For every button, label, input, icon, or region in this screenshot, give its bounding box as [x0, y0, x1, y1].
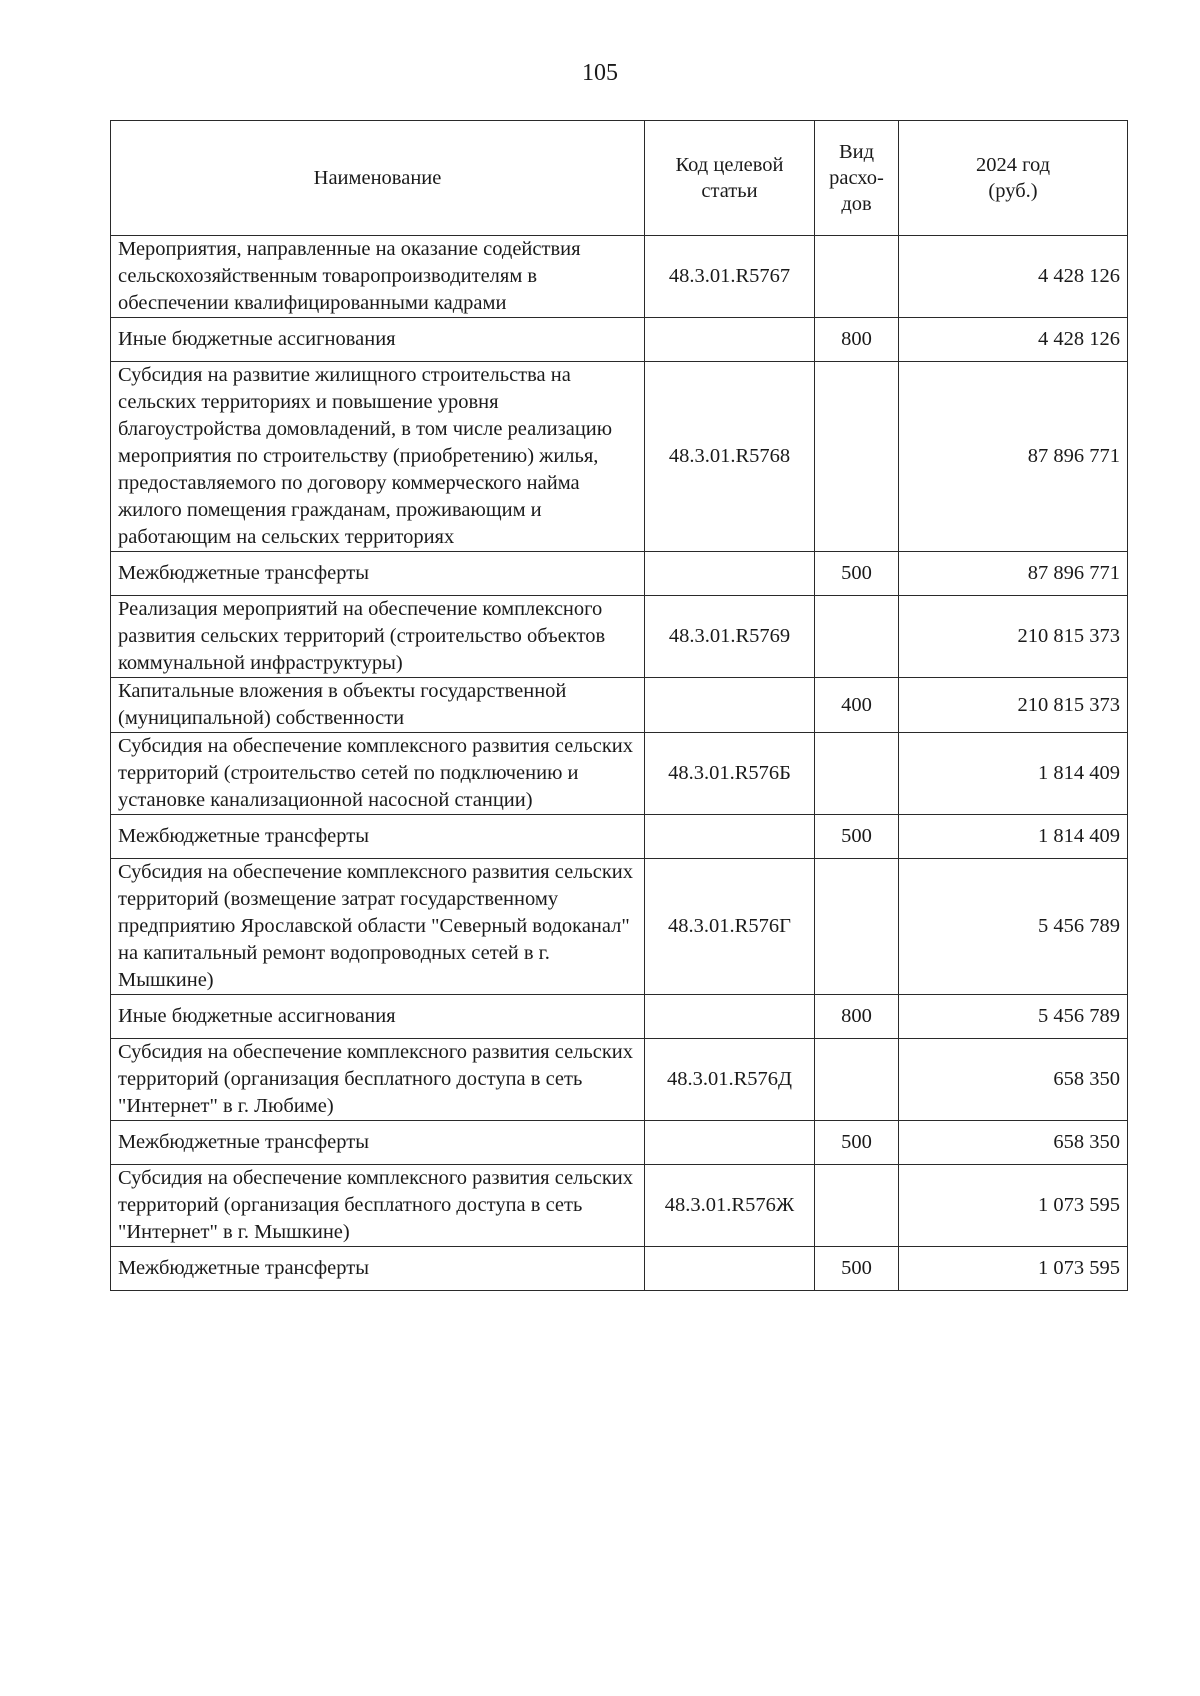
row-name: Субсидия на обеспечение комплексного развития сельских территорий (возмещение затрат государственному предприятию Ярославской области "Северный водоканал" на капитальный ремонт водопроводных сетей в г. Мышкине)	[111, 859, 645, 995]
row-kind	[815, 733, 899, 815]
table-row	[111, 1165, 1128, 1247]
row-amount: 210 815 373	[899, 596, 1128, 678]
header-kind	[815, 121, 899, 236]
row-code	[645, 995, 815, 1039]
row-kind: 800	[815, 995, 899, 1039]
table-row	[111, 678, 1128, 733]
header-amount	[899, 121, 1128, 236]
row-amount: 658 350	[899, 1121, 1128, 1165]
row-amount: 4 428 126	[899, 236, 1128, 318]
row-amount: 1 073 595	[899, 1165, 1128, 1247]
row-kind: 500	[815, 1247, 899, 1291]
header-code-text: Код целевой статьи	[675, 154, 784, 202]
row-amount: 210 815 373	[899, 678, 1128, 733]
row-amount: 87 896 771	[899, 362, 1128, 552]
row-kind	[815, 236, 899, 318]
row-name: Субсидия на обеспечение комплексного развития сельских территорий (организация бесплатного доступа в сеть "Интернет" в г. Любиме)	[111, 1039, 645, 1121]
row-amount: 5 456 789	[899, 859, 1128, 995]
row-kind: 800	[815, 318, 899, 362]
table-row	[111, 1247, 1128, 1291]
table-row	[111, 552, 1128, 596]
row-amount: 1 814 409	[899, 733, 1128, 815]
row-code	[645, 552, 815, 596]
row-amount: 658 350	[899, 1039, 1128, 1121]
row-amount: 87 896 771	[899, 552, 1128, 596]
row-kind: 400	[815, 678, 899, 733]
table-row	[111, 596, 1128, 678]
table-row	[111, 318, 1128, 362]
row-code: 48.3.01.R576Б	[645, 733, 815, 815]
row-code: 48.3.01.R5768	[645, 362, 815, 552]
row-name: Межбюджетные трансферты	[111, 1121, 645, 1165]
row-kind: 500	[815, 815, 899, 859]
table-header-row	[111, 121, 1128, 236]
row-code	[645, 678, 815, 733]
row-name: Межбюджетные трансферты	[111, 815, 645, 859]
row-name: Мероприятия, направленные на оказание содействия сельскохозяйственным товаропроизводителям в обеспечении квалифицированными кадрами	[111, 236, 645, 318]
row-kind	[815, 596, 899, 678]
budget-table	[110, 120, 1128, 1291]
table-row	[111, 1121, 1128, 1165]
row-name: Межбюджетные трансферты	[111, 552, 645, 596]
row-kind	[815, 362, 899, 552]
row-code: 48.3.01.R576Д	[645, 1039, 815, 1121]
row-code: 48.3.01.R5769	[645, 596, 815, 678]
table-row	[111, 236, 1128, 318]
row-amount: 1 814 409	[899, 815, 1128, 859]
table-row	[111, 995, 1128, 1039]
row-code	[645, 318, 815, 362]
header-kind-text: Вид расхо-дов	[829, 141, 884, 215]
table-row	[111, 362, 1128, 552]
table-row	[111, 1039, 1128, 1121]
row-kind: 500	[815, 552, 899, 596]
row-amount: 5 456 789	[899, 995, 1128, 1039]
row-name: Иные бюджетные ассигнования	[111, 995, 645, 1039]
row-name: Межбюджетные трансферты	[111, 1247, 645, 1291]
row-code: 48.3.01.R576Ж	[645, 1165, 815, 1247]
header-code	[645, 121, 815, 236]
page-number: 105	[582, 60, 618, 86]
row-code	[645, 1121, 815, 1165]
row-name: Иные бюджетные ассигнования	[111, 318, 645, 362]
row-code: 48.3.01.R576Г	[645, 859, 815, 995]
row-kind	[815, 859, 899, 995]
row-name: Субсидия на развитие жилищного строительства на сельских территориях и повышение уровня благоустройства домовладений, в том числе реализацию мероприятия по строительству (приобретению) жилья, предоставляемого по договору коммерческого найма жилого помещения гражданам, проживающим и работающим на сельских территориях	[111, 362, 645, 552]
header-amount-text: 2024 год (руб.)	[975, 154, 1051, 202]
row-kind: 500	[815, 1121, 899, 1165]
row-name: Субсидия на обеспечение комплексного развития сельских территорий (организация бесплатного доступа в сеть "Интернет" в г. Мышкине)	[111, 1165, 645, 1247]
table-row	[111, 859, 1128, 995]
row-amount: 4 428 126	[899, 318, 1128, 362]
row-code	[645, 1247, 815, 1291]
table-row	[111, 733, 1128, 815]
row-name: Субсидия на обеспечение комплексного развития сельских территорий (строительство сетей по подключению и установке канализационной насосной станции)	[111, 733, 645, 815]
header-name: Наименование	[111, 121, 645, 236]
row-name: Реализация мероприятий на обеспечение комплексного развития сельских территорий (строительство объектов коммунальной инфраструктуры)	[111, 596, 645, 678]
row-kind	[815, 1039, 899, 1121]
row-name: Капитальные вложения в объекты государственной (муниципальной) собственности	[111, 678, 645, 733]
row-kind	[815, 1165, 899, 1247]
table-row	[111, 815, 1128, 859]
row-code	[645, 815, 815, 859]
row-amount: 1 073 595	[899, 1247, 1128, 1291]
row-code: 48.3.01.R5767	[645, 236, 815, 318]
